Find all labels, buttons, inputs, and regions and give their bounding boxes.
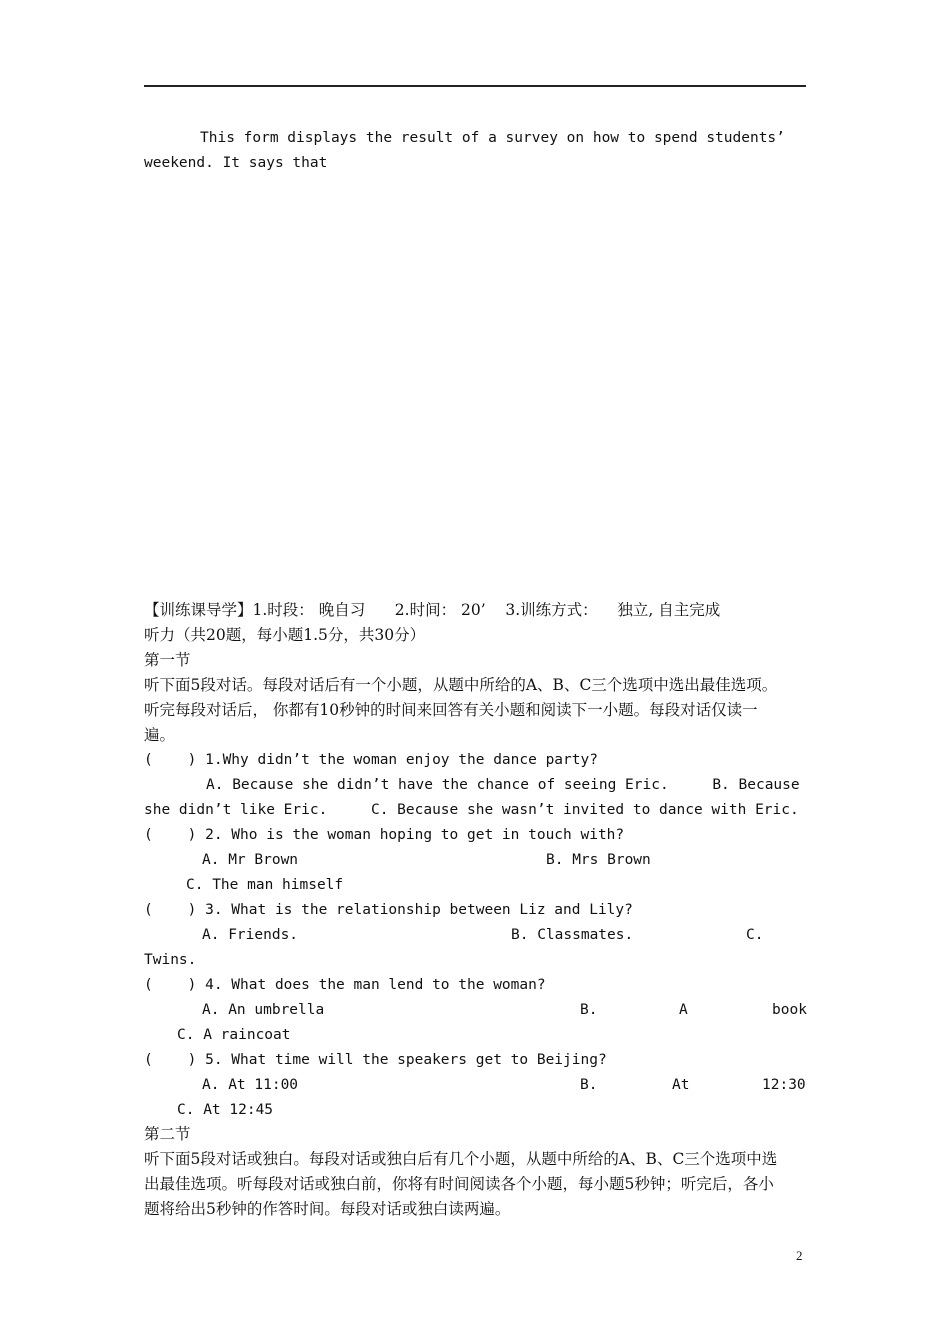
option-c-text: Twins. <box>144 952 197 968</box>
option-c: C. The man himself <box>186 877 344 893</box>
section1-instruction: 听下面5段对话。每段对话后有一个小题，从题中所给的A、B、C三个选项中选出最佳选项。 <box>144 676 778 694</box>
question-options: she didn’t like Eric. C. Because she wasn’t invited to dance with Eric. <box>144 802 799 818</box>
option-b-text: At <box>672 1077 690 1093</box>
question-stem: ( ) 1.Why didn’t the woman enjoy the dance party? <box>144 752 598 768</box>
header-rule <box>144 85 806 87</box>
question-stem: ( ) 3. What is the relationship between Liz and Lily? <box>144 902 633 918</box>
section2-title: 第二节 <box>144 1125 191 1143</box>
option-b: B. Classmates. <box>511 927 634 943</box>
option-a: A. Friends. <box>202 927 299 943</box>
option-b: B. <box>580 1002 598 1018</box>
section2-instruction: 出最佳选项。听每段对话或独白前，你将有时间阅读各个小题，每小题5秒钟；听完后，各小 <box>144 1175 774 1193</box>
section1-instruction: 遍。 <box>144 726 176 744</box>
option-b-text: 12:30 <box>762 1077 806 1093</box>
training-header: 【训练课导学】1.时段： 晚自习 2.时间： 20’ 3.训练方式： 独立, 自主完成 <box>144 601 721 619</box>
option-b-text: A <box>679 1002 688 1018</box>
option-a: A. Mr Brown <box>202 852 299 868</box>
question-options: A. Because she didn’t have the chance of seeing Eric. B. Because <box>206 777 800 793</box>
question-stem: ( ) 2. Who is the woman hoping to get in touch with? <box>144 827 625 843</box>
survey-intro-line1: This form displays the result of a survey on how to spend students’ <box>200 130 785 146</box>
section1-instruction: 听完每段对话后， 你都有10秒钟的时间来回答有关小题和阅读下一小题。每段对话仅读一 <box>144 701 758 719</box>
page-number: 2 <box>796 1248 803 1263</box>
option-a: A. At 11:00 <box>202 1077 299 1093</box>
section2-instruction: 题将给出5秒钟的作答时间。每段对话或独白读两遍。 <box>144 1200 511 1218</box>
option-c: C. At 12:45 <box>177 1102 274 1118</box>
survey-intro-line2: weekend. It says that <box>144 155 328 171</box>
option-b-text: book <box>772 1002 807 1018</box>
section1-title: 第一节 <box>144 651 191 669</box>
option-c: C. <box>746 927 764 943</box>
section2-instruction: 听下面5段对话或独白。每段对话或独白后有几个小题，从题中所给的A、B、C三个选项中选 <box>144 1150 778 1168</box>
question-stem: ( ) 4. What does the man lend to the woman? <box>144 977 546 993</box>
option-c: C. A raincoat <box>177 1027 291 1043</box>
question-stem: ( ) 5. What time will the speakers get to Beijing? <box>144 1052 607 1068</box>
option-b: B. Mrs Brown <box>546 852 651 868</box>
listening-title: 听力（共20题，每小题1.5分，共30分） <box>144 626 426 644</box>
option-b: B. <box>580 1077 598 1093</box>
option-a: A. An umbrella <box>202 1002 325 1018</box>
